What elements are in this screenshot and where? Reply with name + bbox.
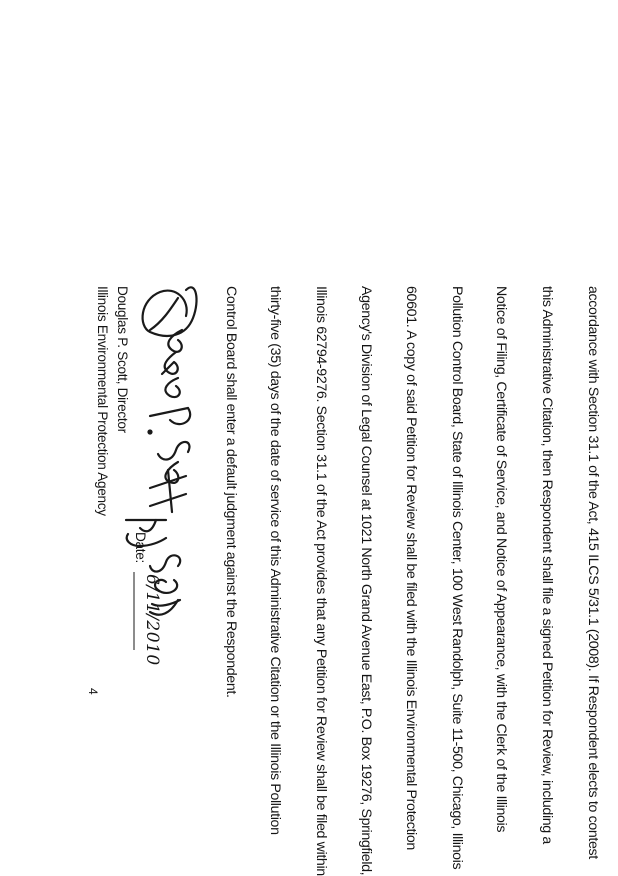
signatory-name: Douglas P. Scott, Director <box>115 286 130 433</box>
body-line-6: Agency's Division of Legal Counsel at 1021 North Grand Avenue East, P.O. Box 19276, Springfield, <box>358 286 374 876</box>
body-line-5: 60601. A copy of said Petition for Review shall be filed with the Illinois Environmental Protection <box>403 286 419 850</box>
body-line-9: Control Board shall enter a default judgment against the Respondent. <box>223 286 239 698</box>
agency-name: Illinois Environmental Protection Agency <box>95 286 110 516</box>
page-number: 4 <box>86 688 100 695</box>
date-label: Date: <box>133 532 148 563</box>
body-line-2: this Administrative Citation, then Respondent shall file a signed Petition for Review, including a <box>539 286 555 844</box>
body-line-7: Illinois 62794-9276. Section 31.1 of the Act provides that any Petition for Review shall be filed within <box>313 286 329 876</box>
body-line-8: thirty-five (35) days of the date of service of this Administrative Citation or the Illinois Pollution <box>267 286 283 835</box>
body-line-3: Notice of Filing, Certificate of Service, and Notice of Appearance, with the Clerk of the Illinois <box>493 286 509 833</box>
body-line-4: Pollution Control Board, State of Illinois Center, 100 West Randolph, Suite 11-500, Chicago, Illinois <box>449 286 465 870</box>
date-value: 6/11/2010 <box>142 574 162 666</box>
body-line-1: accordance with Section 31.1 of the Act, 415 ILCS 5/31.1 (2008). If Respondent elects to contest <box>585 286 601 859</box>
